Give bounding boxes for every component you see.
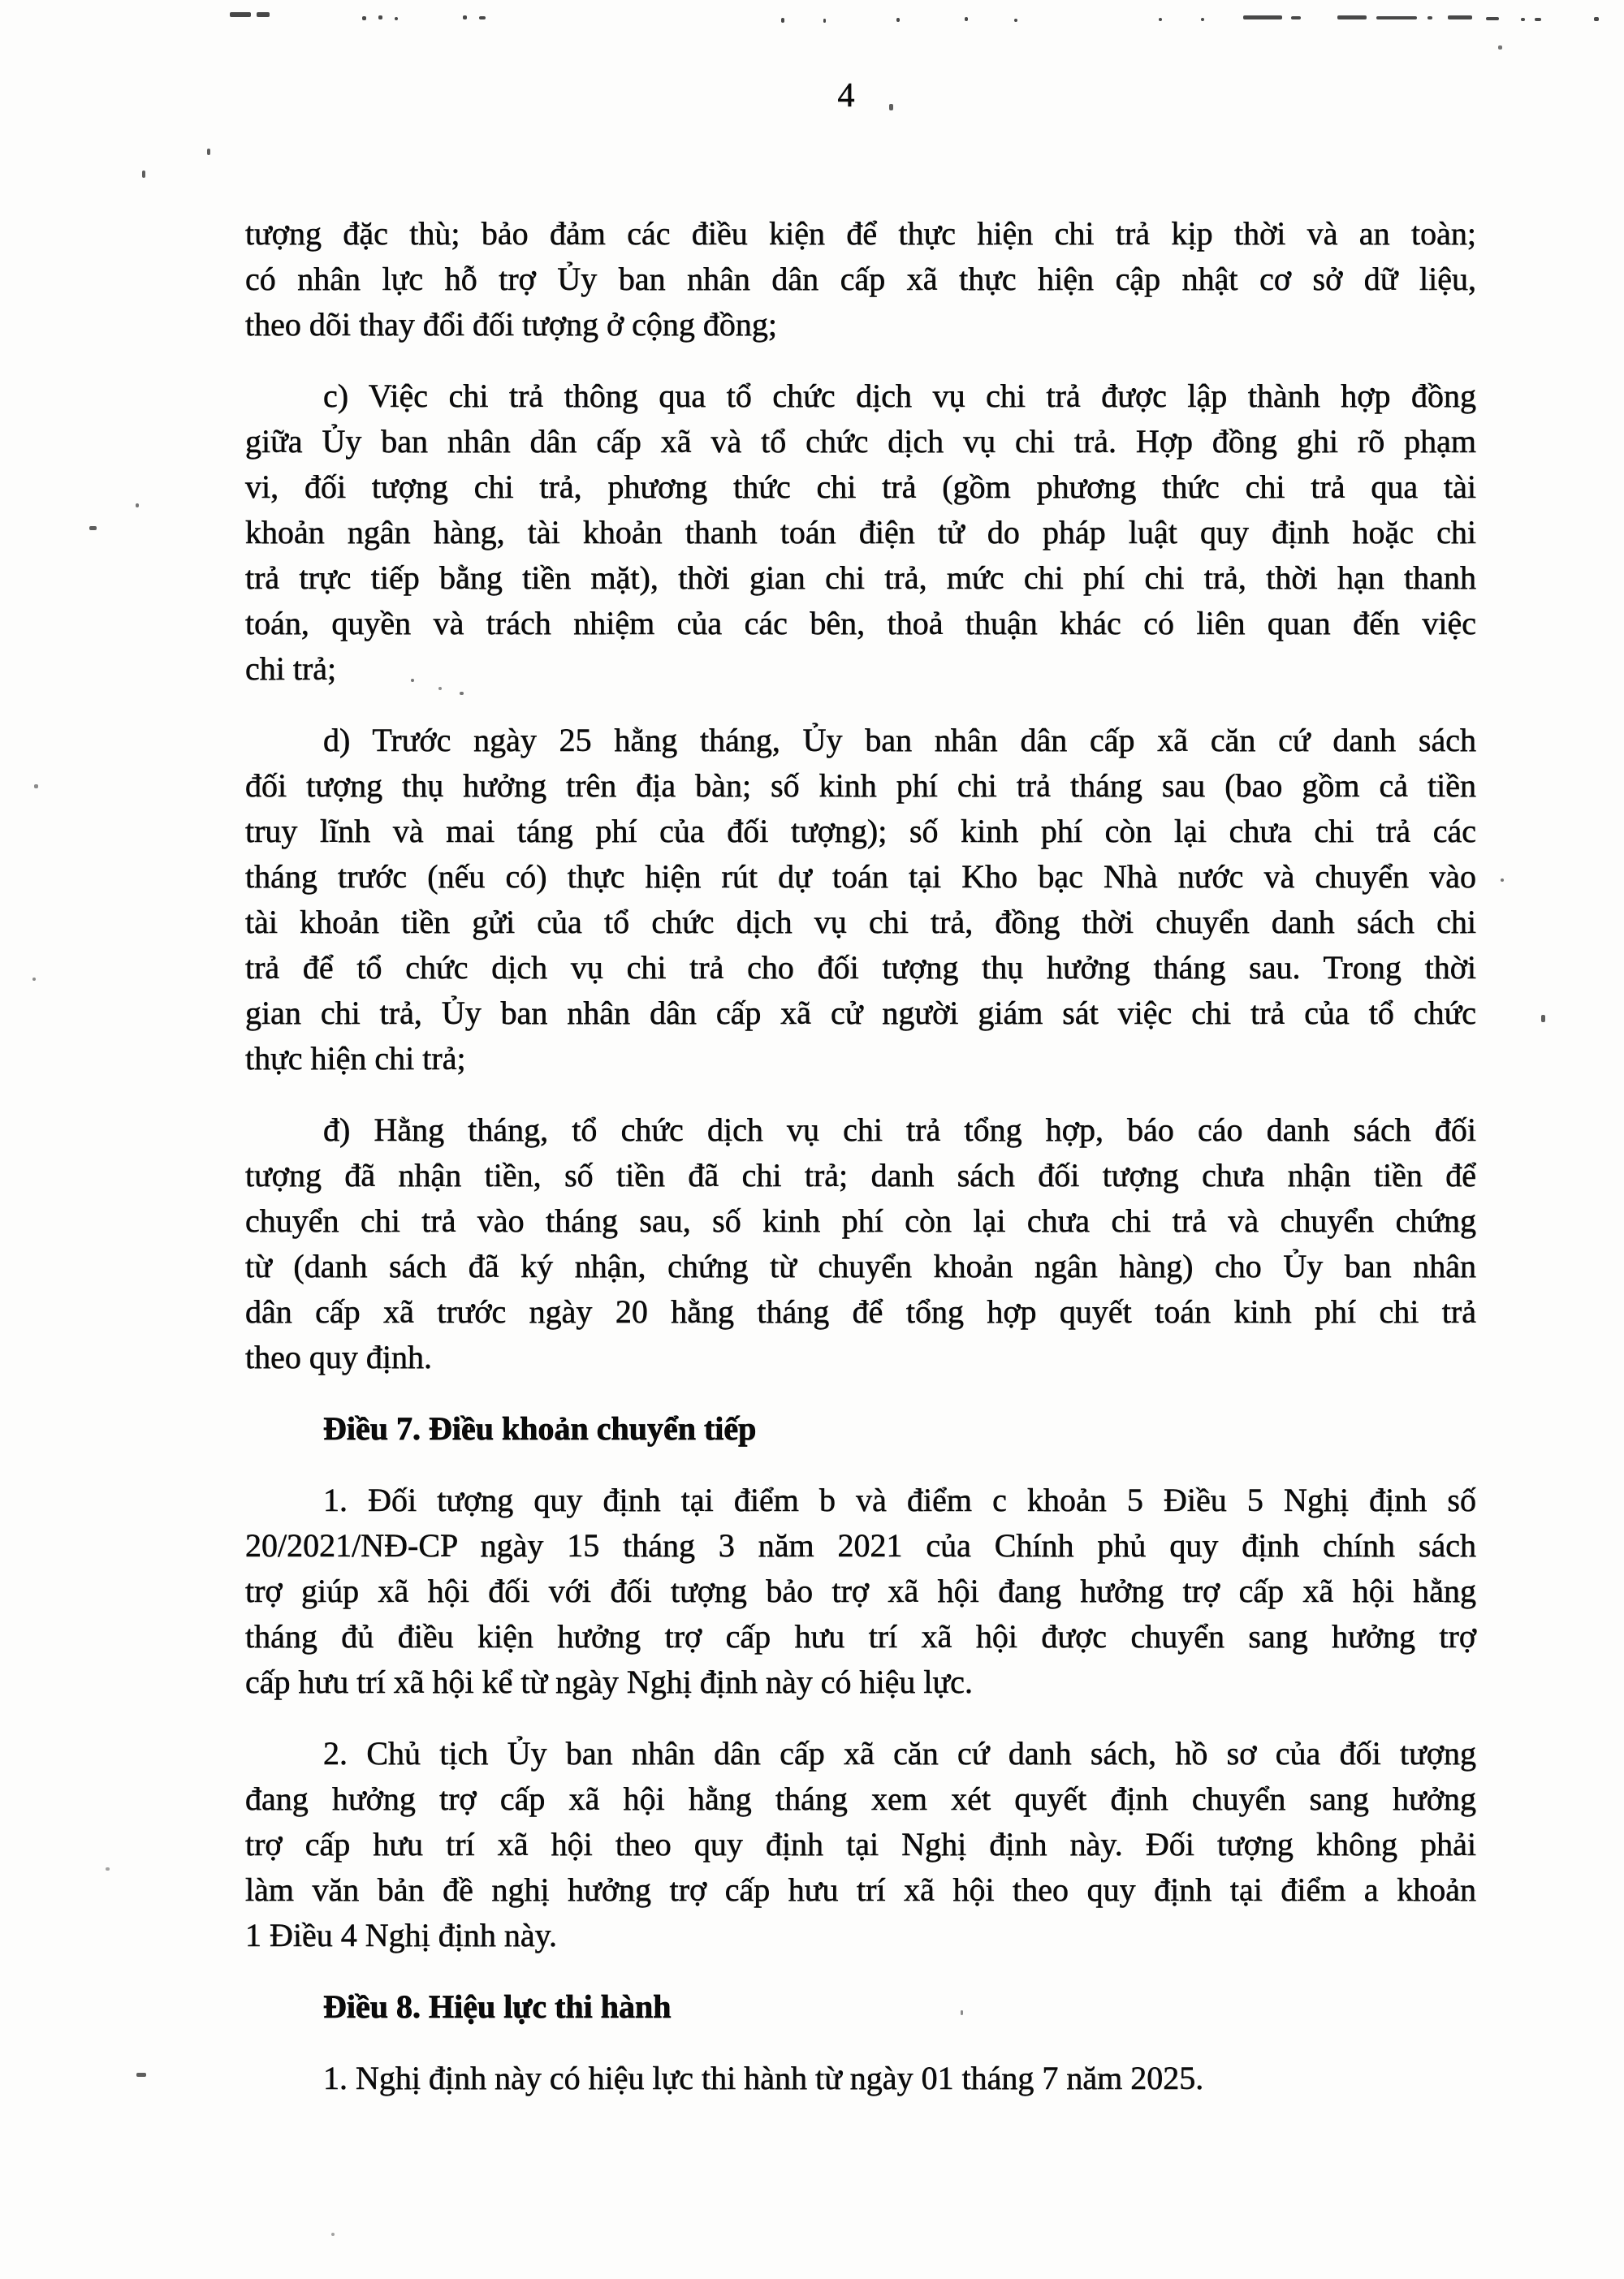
scan-artifact — [965, 17, 968, 21]
scan-artifact — [1501, 878, 1504, 882]
page-number: 4 — [837, 77, 855, 114]
scan-artifact — [1243, 15, 1282, 19]
para-7-2 — [245, 1731, 1476, 1958]
text-line: c) Việc chi trả thông qua tổ chức dịch vụ chi trả được lập thành hợp đồng — [323, 378, 1476, 414]
text-line: từ (danh sách đã ký nhận, chứng từ chuyển khoản ngân hàng) cho Ủy ban nhân — [245, 1248, 1476, 1284]
scan-artifact — [1376, 16, 1417, 19]
scan-artifact — [889, 104, 893, 110]
scan-artifact — [207, 149, 210, 155]
scan-artifact — [781, 18, 784, 23]
text-line: 2. Chủ tịch Ủy ban nhân dân cấp xã căn cứ danh sách, hồ sơ của đối tượng — [323, 1735, 1476, 1772]
scan-artifact — [1291, 16, 1301, 19]
scan-artifact — [1541, 1015, 1545, 1022]
para-point-dd — [245, 1107, 1476, 1380]
scan-artifact — [411, 679, 414, 682]
text-line: truy lĩnh và mai táng phí của đối tượng); số kinh phí còn lại chưa chi trả các — [245, 813, 1476, 849]
text-line: 1 Điều 4 Nghị định này. — [245, 1917, 558, 1953]
scan-artifact — [331, 2233, 335, 2236]
text-line: gian chi trả, Ủy ban nhân dân cấp xã cử người giám sát việc chi trả của tổ chức — [245, 995, 1476, 1031]
text-line: trợ cấp hưu trí xã hội theo quy định tại Nghị định này. Đối tượng không phải — [245, 1826, 1476, 1862]
text-line: chuyển chi trả vào tháng sau, số kinh phí còn lại chưa chi trả và chuyển chứng — [245, 1202, 1476, 1239]
text-line: tượng đặc thù; bảo đảm các điều kiện để thực hiện chi trả kịp thời và an toàn; — [245, 215, 1476, 252]
text-line: vi, đối tượng chi trả, phương thức chi trả (gồm phương thức chi trả qua tài — [245, 468, 1476, 505]
text-line: d) Trước ngày 25 hằng tháng, Ủy ban nhân dân cấp xã căn cứ danh sách — [323, 722, 1476, 758]
para-7-1 — [245, 1478, 1476, 1705]
scan-artifact — [438, 687, 442, 690]
document-body — [245, 0, 1476, 2101]
text-line: tháng trước (nếu có) thực hiện rút dự toán tại Kho bạc Nhà nước và chuyển vào — [245, 858, 1476, 895]
para-point-d — [245, 718, 1476, 1081]
text-line: trả trực tiếp bằng tiền mặt), thời gian chi trả, mức chi phí chi trả, thời hạn thanh — [245, 559, 1476, 596]
scan-artifact — [1427, 16, 1432, 19]
scan-artifact — [1448, 15, 1472, 19]
scan-artifact — [1159, 18, 1162, 21]
scan-artifact — [136, 2073, 146, 2077]
para-continuation — [245, 211, 1476, 347]
scan-artifact — [257, 12, 270, 17]
scan-artifact — [896, 18, 900, 22]
para-point-c — [245, 373, 1476, 692]
scan-artifact — [479, 16, 486, 19]
text-line: 1. Nghị định này có hiệu lực thi hành từ ngày 01 tháng 7 năm 2025. — [323, 2060, 1204, 2096]
text-line: trợ giúp xã hội đối với đối tượng bảo trợ xã hội đang hưởng trợ cấp xã hội hằng — [245, 1573, 1476, 1609]
text-line: khoản ngân hàng, tài khoản thanh toán điện tử do pháp luật quy định hoặc chi — [245, 514, 1476, 550]
scan-artifact — [1337, 15, 1367, 19]
scan-artifact — [961, 2010, 963, 2015]
text-line: tượng đã nhận tiền, số tiền đã chi trả; danh sách đối tượng chưa nhận tiền để — [245, 1157, 1476, 1193]
scan-artifact — [106, 1867, 110, 1871]
text-line: 1. Đối tượng quy định tại điểm b và điểm c khoản 5 Điều 5 Nghị định số — [323, 1482, 1476, 1518]
text-line: theo quy định. — [245, 1339, 432, 1375]
scan-artifact — [1486, 17, 1499, 20]
text-line: toán, quyền và trách nhiệm của các bên, thoả thuận khác có liên quan đến việc — [245, 605, 1476, 641]
heading-article-8: Điều 8. Hiệu lực thi hành — [323, 1988, 672, 2025]
text-line: có nhân lực hỗ trợ Ủy ban nhân dân cấp xã thực hiện cập nhật cơ sở dữ liệu, — [245, 261, 1476, 297]
text-line: theo dõi thay đổi đối tượng ở cộng đồng; — [245, 306, 778, 343]
heading-article-7: Điều 7. Điều khoản chuyển tiếp — [323, 1410, 757, 1447]
text-line: tài khoản tiền gửi của tổ chức dịch vụ chi trả, đồng thời chuyển danh sách chi — [245, 904, 1476, 940]
scan-artifact — [823, 19, 826, 23]
text-line: thực hiện chi trả; — [245, 1040, 466, 1077]
text-line: 20/2021/NĐ-CP ngày 15 tháng 3 năm 2021 của Chính phủ quy định chính sách — [245, 1527, 1476, 1564]
text-line: trả để tổ chức dịch vụ chi trả cho đối tượng thụ hưởng tháng sau. Trong thời — [245, 949, 1476, 986]
para-8-1 — [245, 2056, 1476, 2101]
scan-artifact — [34, 784, 38, 788]
scan-artifact — [460, 692, 464, 695]
scan-artifact — [1014, 19, 1017, 22]
scan-artifact — [362, 16, 366, 20]
text-line: dân cấp xã trước ngày 20 hằng tháng để tổng hợp quyết toán kinh phí chi trả — [245, 1293, 1476, 1330]
text-line: đang hưởng trợ cấp xã hội hằng tháng xem xét quyết định chuyển sang hưởng — [245, 1780, 1476, 1817]
scan-artifact — [142, 170, 145, 178]
scan-artifact — [136, 503, 139, 507]
scan-artifact — [32, 978, 36, 981]
scan-artifact — [395, 17, 398, 20]
text-line: đ) Hằng tháng, tổ chức dịch vụ chi trả tổng hợp, báo cáo danh sách đối — [323, 1111, 1476, 1148]
scan-artifact — [1201, 18, 1204, 21]
scan-artifact — [89, 526, 97, 530]
scan-artifact — [1521, 18, 1525, 21]
text-line: giữa Ủy ban nhân dân cấp xã và tổ chức dịch vụ chi trả. Hợp đồng ghi rõ phạm — [245, 423, 1476, 460]
text-line: đối tượng thụ hưởng trên địa bàn; số kinh phí chi trả tháng sau (bao gồm cả tiền — [245, 767, 1476, 804]
text-line: tháng đủ điều kiện hưởng trợ cấp hưu trí xã hội được chuyển sang hưởng trợ — [245, 1618, 1476, 1655]
scan-artifact — [1535, 18, 1541, 21]
scan-artifact — [378, 15, 382, 19]
text-line: làm văn bản đề nghị hưởng trợ cấp hưu trí xã hội theo quy định tại điểm a khoản — [245, 1871, 1476, 1908]
scan-artifact — [463, 15, 467, 19]
text-line: cấp hưu trí xã hội kể từ ngày Nghị định này có hiệu lực. — [245, 1664, 973, 1700]
scan-artifact — [1498, 45, 1502, 50]
scan-artifact — [1594, 17, 1599, 21]
text-line: chi trả; — [245, 650, 337, 687]
scan-artifact — [230, 12, 251, 17]
